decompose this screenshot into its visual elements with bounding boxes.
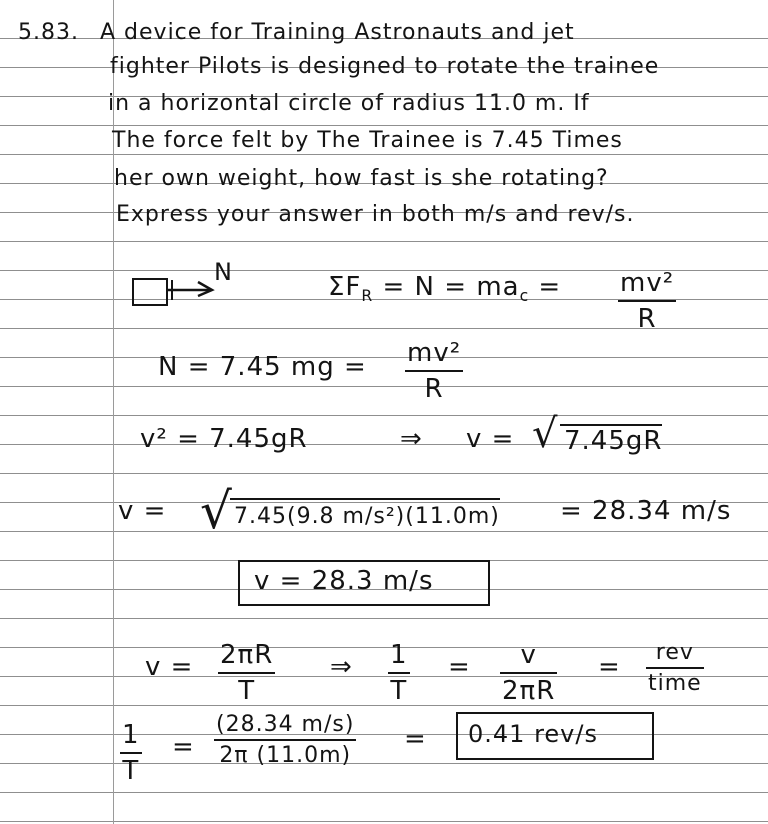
eq5-equals-1: = [448,652,471,682]
problem-number: 5.83. [18,20,79,45]
eq5-fraction-2 [388,640,410,706]
force-label: N [214,258,233,286]
eq5-numerator-2: 1 [390,640,408,670]
eq5-fraction-3 [500,640,557,706]
boxed-velocity-text: v = 28.3 m/s [254,566,434,596]
eq6-equals-1: = [172,732,195,762]
eq5-denominator-4: time [648,671,702,696]
eq6-equals-2: = [404,724,427,754]
eq1-sub: R [361,287,374,306]
eq5-fraction-1 [218,640,275,706]
eq6-bar-1 [120,752,142,754]
eq5-bar-3 [500,672,557,674]
eq6-denominator-2: 2π (11.0m) [219,743,352,768]
problem-line-1: A device for Training Astronauts and jet [100,20,575,45]
eq1-denominator: R [637,304,657,334]
eq4-sqrt-sign: √ [200,482,233,540]
eq6-denominator-1: T [122,756,140,786]
eq3-lhs: v² = 7.45gR [140,424,308,454]
eq2-fraction-bar [405,370,463,372]
problem-line-6: Express your answer in both m/s and rev/s. [116,202,635,227]
eq1-equals: = [538,272,562,302]
eq3-sqrt-sign: √ [532,411,559,457]
eq1-mid: = N = ma [382,272,520,302]
eq6-bar-2 [214,739,356,741]
eq3-arrow: ⇒ [400,424,423,454]
eq1-mid-sub: c [519,287,530,306]
eq1-numerator: mv² [620,268,675,298]
problem-line-5: her own weight, how fast is she rotating? [114,166,609,191]
eq5-bar-2 [388,672,410,674]
eq4-radicand: 7.45(9.8 m/s²)(11.0m) [230,498,500,529]
eq5-bar-1 [218,672,275,674]
boxed-rev-per-s [456,712,654,760]
eq5-lhs: v = [145,652,194,682]
eq5-numerator-1: 2πR [220,640,274,670]
eq5-denominator-1: T [238,676,256,706]
eq1-fraction-bar [618,300,676,302]
boxed-rev-text: 0.41 rev/s [468,720,598,748]
boxed-velocity [238,560,490,606]
eq2-denominator: R [424,374,444,404]
eq1-sum-force: ΣF [328,272,362,302]
eq2-lhs: N = 7.45 mg = [158,352,367,382]
eq6-numerator-1: 1 [122,720,140,750]
eq4-lhs: v = [118,496,167,526]
eq6-fraction-1 [120,720,142,786]
problem-line-4: The force felt by The Trainee is 7.45 Times [112,128,623,153]
eq5-denominator-2: T [390,676,408,706]
eq5-fraction-4 [646,640,704,696]
eq2-numerator: mv² [407,338,462,368]
eq3-rhs: v = [466,424,515,454]
eq5-numerator-3: v [520,640,537,670]
eq5-denominator-3: 2πR [502,676,556,706]
eq5-numerator-4: rev [655,640,694,665]
eq5-equals-2: = [598,652,621,682]
eq3-radicand: 7.45gR [560,424,662,456]
eq5-arrow: ⇒ [330,652,353,682]
eq5-bar-4 [646,667,704,669]
eq2-fraction [405,338,463,404]
eq4-result: = 28.34 m/s [560,496,732,526]
problem-line-3: in a horizontal circle of radius 11.0 m. If [108,91,590,116]
eq6-numerator-2: (28.34 m/s) [216,712,355,737]
eq1-lhs [328,272,561,305]
eq1-fraction [618,268,676,334]
eq6-fraction-2 [214,712,356,768]
problem-line-2: fighter Pilots is designed to rotate the trainee [110,54,660,79]
